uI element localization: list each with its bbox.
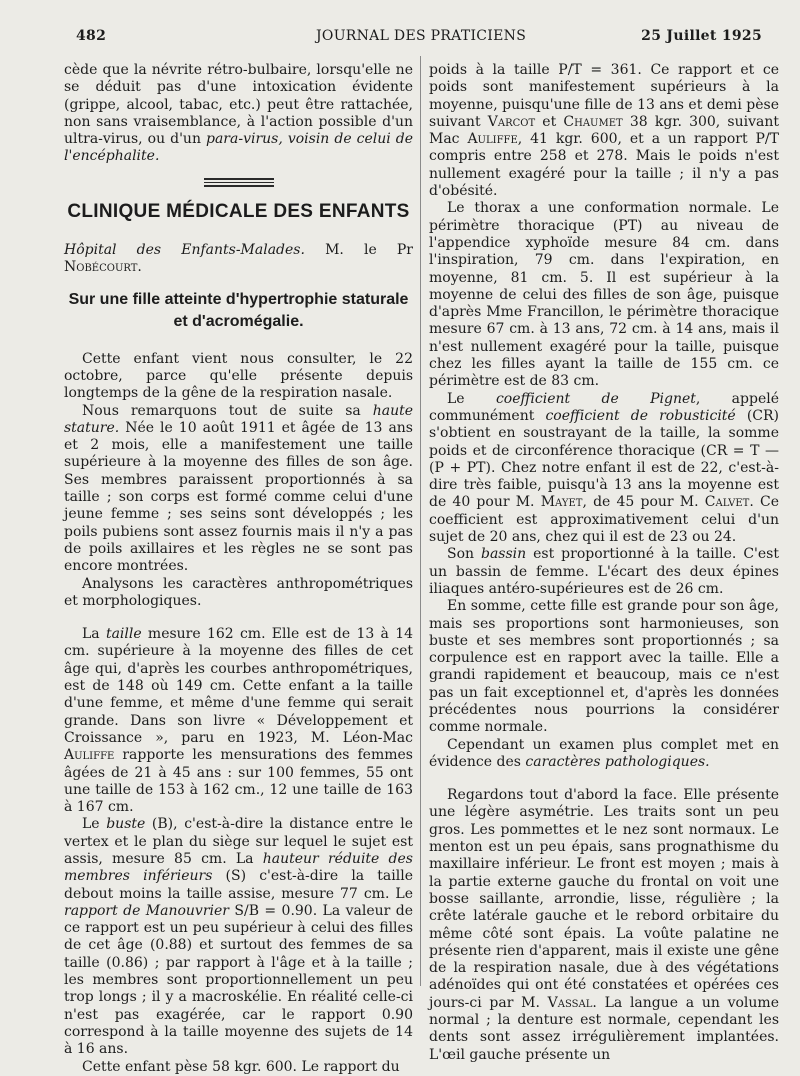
article-title: Sur une fille atteinte d'hypertrophie staturale et d'acromégalie. [68,290,409,330]
paragraph: poids à la taille P/T = 361. Ce rapport et ce poids sont manifestement supérieurs à la moyenne, puisqu'une fille de 13 ans et demi pèse suivant Varcot et Chaumet 38 kgr. 300, suivant Mac Auliffe, 41 kgr. 600, et a un rapport P/T compris entre 258 et 278. Mais le poids n'est nullement exagéré pour la taille ; il n'y a pas d'obésité. [429,62,780,200]
section-separator [204,178,274,187]
paragraph: La taille mesure 162 cm. Elle est de 13 à 14 cm. supérieure à la moyenne des filles de cet âge qui, d'après les courbes anthropométriques, est de 148 où 149 cm. Cette enfant a la taille d'une femme, et même d'une femme qui serait grande. Dans son livre « Développement et Croissance », paru en 1923, M. Léon-Mac Auliffe rapporte les mensurations des femmes âgées de 21 à 45 ans : sur 100 femmes, 55 ont une taille de 153 à 162 cm., 12 une taille de 163 à 167 cm. [64,626,414,816]
paragraph: Nous remarquons tout de suite sa haute stature. Née le 10 août 1911 et âgée de 13 ans et 2 mois, elle a manifestement une taille supérieure à la moyenne des filles de son âge. Ses membres paraissent proportionnés à sa taille ; son corps est formé comme celui d'une jeune femme ; ses seins sont développés ; les poils pubiens sont assez fournis mais il n'y a pas de poils axillaires et les règles ne se sont pas encore montrées. [64,402,413,575]
paragraph: Le thorax a une conformation normale. Le périmètre thoracique (PT) au niveau de l'appendice xyphoïde mesure 84 cm. dans l'inspiration, 79 cm. dans l'expiration, en moyenne, 81 cm. 5. Il est supérieur à la moyenne de celui des filles de son âge, puisque d'après Mme Francillon, le périmètre thoracique mesure 67 cm. à 13 ans, 72 cm. à 14 ans, mais il n'est nullement exagéré pour la taille, puisque chez les filles ayant la taille de 155 cm. ce périmètre est de 83 cm. [429,200,779,390]
paragraph: Regardons tout d'abord la face. Elle présente une légère asymétrie. Les traits sont un peu gros. Les pommettes et le nez sont normaux. Le menton est un peu épais, sans prognathisme du maxillaire inférieur. Le front est moyen ; mais à la partie externe gauche du frontal on voit une bosse saillante, arrondie, lisse, régulière ; la crête latérale gauche et le rebord orbitaire du même côté sont épais. La voûte palatine ne présente rien d'apparent, mais il existe une gêne de la respiration nasale, due à des végétations adénoïdes qui ont été constatées et opérées ces jours-ci par M. Vassal. La langue a un volume normal ; la denture est normale, cependant les dents sont assez irrégulièrement implantées. L'œil gauche présente un [429,787,779,1063]
page-number: 482 [76,28,107,44]
paragraph: Cependant un examen plus complet met en évidence des caractères pathologiques. [429,736,779,770]
column-divider [420,56,421,986]
hospital-line: Hôpital des Enfants-Malades. M. le Pr Nobécourt. [64,242,413,276]
continued-paragraph: cède que la névrite rétro-bulbaire, lorsqu'elle ne se déduit pas d'une intoxication évidente (grippe, alcool, tabac, etc.) peut être rattachée, non sans vraisemblance, à l'action possible d'un ultra-virus, ou d'un para-virus, voisin de celui de l'encéphalite. [64,62,413,165]
paragraph: Analysons les caractères anthropométriques et morphologiques. [64,575,413,609]
paragraph: Cette enfant vient nous consulter, le 22 octobre, parce qu'elle présente depuis longtemps de la gêne de la respiration nasale. [64,350,413,402]
paragraph: Cette enfant pèse 58 kgr. 600. Le rapport du [82,1058,400,1075]
paragraph: Son bassin est proportionné à la taille. C'est un bassin de femme. L'écart des deux épines iliaques antéro-supérieures est de 26 cm. [429,546,779,597]
left-column [64,62,413,1076]
issue-date: 25 Juillet 1925 [641,28,762,44]
paragraph: Le buste (B), c'est-à-dire la distance entre le vertex et le plan du siège sur lequel le sujet est assis, mesure 85 cm. La hauteur réduite des membres inférieurs (S) c'est-à-dire la taille debout moins la taille assise, mesure 77 cm. Le rapport de Manouvrier S/B = 0.90. La valeur de ce rapport est un peu supérieur à celui des filles de cet âge (0.88) et surtout des femmes de sa taille (0.86) ; par rapport à l'âge et à la taille ; les membres sont proportionnellement un peu trop longs ; il y a macroskélie. En réalité celle-ci n'est pas exagérée, car le rapport 0.90 correspond à la taille moyenne des sujets de 14 à 16 ans. [64,816,413,1058]
journal-title: JOURNAL DES PRATICIENS [316,28,527,44]
right-column [429,62,779,1064]
section-title: CLINIQUE MÉDICALE DES ENFANTS [67,200,410,222]
paragraph: Le coefficient de Pignet, appelé communément coefficient de robusticité (CR) s'obtient en soustrayant de la taille, la somme poids et de circonférence thoracique (CR = T — (P + PT). Chez notre enfant il est de 22, c'est-à-dire très faible, puisqu'à 13 ans la moyenne est de 40 pour M. Mayet, de 45 pour M. Calvet. Ce coefficient est approximativement celui d'un sujet de 20 ans, chez qui il est de 23 ou 24. [429,390,779,546]
running-header [66,24,766,46]
paragraph: En somme, cette fille est grande pour son âge, mais ses proportions sont harmonieuses, son buste et ses membres sont proportionnés ; sa corpulence est en rapport avec la taille. Elle a grandi rapidement et beaucoup, mais ce n'est pas un fait exceptionnel et, d'après les données précédentes nous pourrions la considérer comme normale. [429,598,779,736]
